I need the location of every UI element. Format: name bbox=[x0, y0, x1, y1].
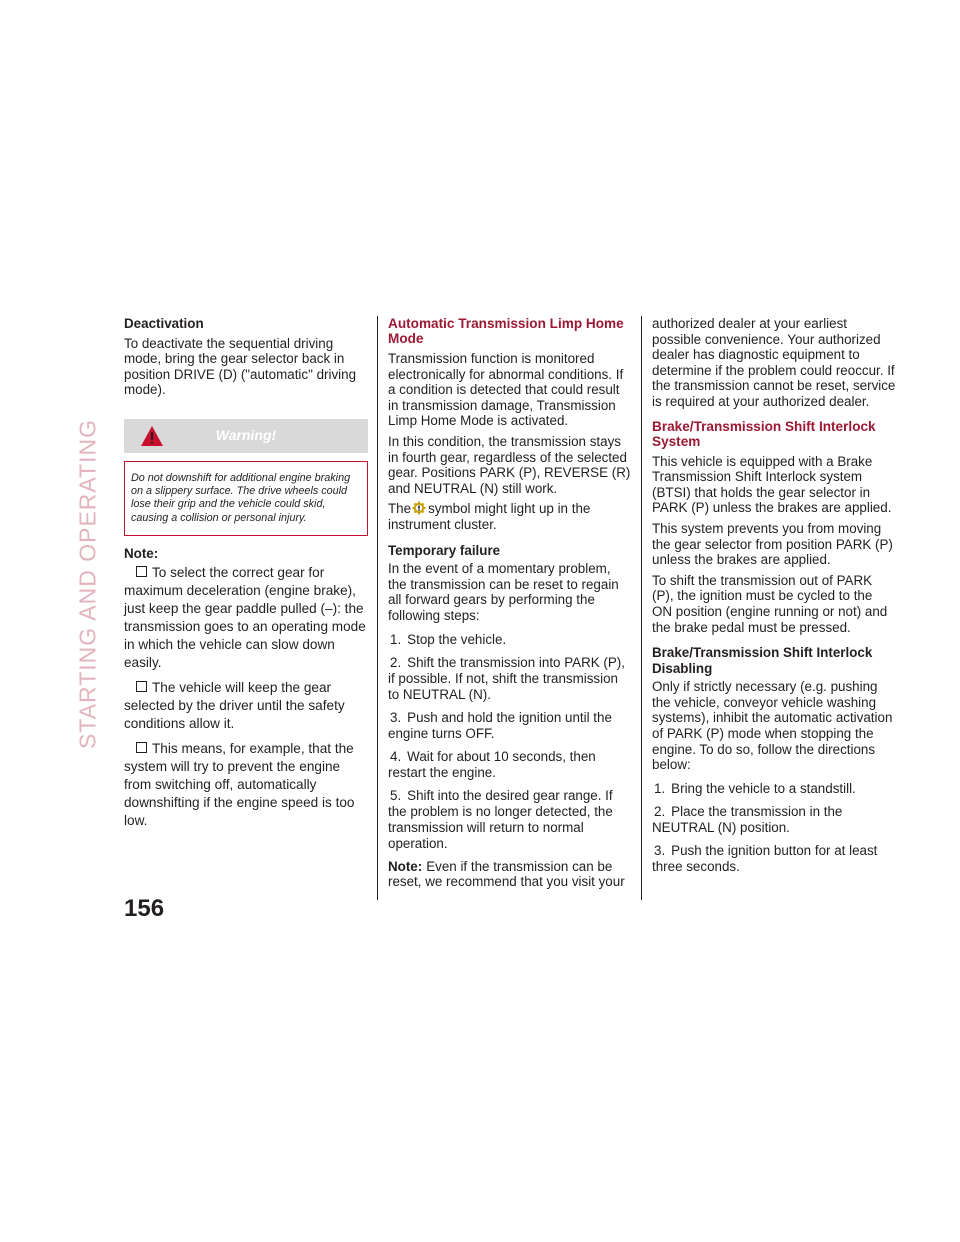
step-item: 1. Stop the vehicle. bbox=[390, 631, 507, 647]
warning-title: Warning! bbox=[215, 427, 277, 444]
limp-home-paragraph-1: Transmission function is monitored electronically for abnormal conditions. If a condition is detected that could result in transmission damage, Transmission Limp Home Mode is activated. bbox=[388, 351, 624, 429]
limp-home-heading: Automatic Transmission Limp Home Mode bbox=[388, 316, 624, 346]
note-bullet: This means, for example, that the system will try to prevent the engine from switching off, automatically downshifting if the engine speed is too low. bbox=[124, 741, 355, 829]
step-item: 2. Place the transmission in the NEUTRAL (N) position. bbox=[652, 803, 843, 835]
section-title: STARTING AND OPERATING bbox=[74, 419, 101, 749]
warning-box bbox=[124, 461, 368, 536]
continued-paragraph: authorized dealer at your earliest possible convenience. Your authorized dealer has diagnostic equipment to determine if the problem could reoccur. If the transmission cannot be reset, service is required at your authorized dealer. bbox=[652, 316, 896, 409]
deactivation-heading: Deactivation bbox=[124, 316, 204, 331]
checkbox-bullet-icon bbox=[136, 742, 147, 753]
section-side-tab bbox=[70, 314, 106, 854]
symbol-paragraph: The symbol might light up in the instrument cluster. bbox=[388, 501, 591, 532]
page-number: 156 bbox=[124, 895, 165, 922]
note-bullet: The vehicle will keep the gear selected by the driver until the safety conditions allow it. bbox=[124, 680, 345, 732]
checkbox-bullet-icon bbox=[136, 566, 147, 577]
warning-header bbox=[124, 419, 368, 453]
temporary-failure-heading: Temporary failure bbox=[388, 542, 501, 558]
checkbox-bullet-icon bbox=[136, 681, 147, 692]
column-divider bbox=[377, 316, 378, 900]
warning-text: Do not downshift for additional engine braking on a slippery surface. The drive wheels could lose their grip and the vehicle could skid, causing a collision or personal injury. bbox=[131, 471, 351, 524]
step-item: 3. Push and hold the ignition until the engine turns OFF. bbox=[388, 709, 612, 741]
deactivation-paragraph: To deactivate the sequential driving mode, bring the gear selector back in position DRIVE (D) ("automatic" driving mode). bbox=[124, 335, 357, 398]
btsi-paragraph-3: To shift the transmission out of PARK (P), the ignition must be cycled to the ON position (engine running or not) and the brake pedal must be pressed. bbox=[652, 572, 888, 635]
btsi-disabling-heading: Brake/Transmission Shift Interlock Disabling bbox=[652, 645, 873, 676]
limp-home-paragraph-2: In this condition, the transmission stays in fourth gear, regardless of the selected gear. Positions PARK (P), REVERSE (R) and NEUTRAL (N) still work. bbox=[388, 433, 631, 496]
btsi-paragraph-1: This vehicle is equipped with a Brake Transmission Shift Interlock system (BTSI) that holds the gear selector in PARK (P) unless the brakes are applied. bbox=[652, 453, 892, 516]
note-bullet: To select the correct gear for maximum deceleration (engine brake), just keep the gear paddle pulled (–): the transmission goes to an operating mode in which the vehicle can slow down easily. bbox=[124, 565, 366, 671]
btsi-heading: Brake/Transmission Shift Interlock System bbox=[652, 418, 876, 449]
note-paragraph: Note: Even if the transmission can be reset, we recommend that you visit your bbox=[388, 858, 625, 890]
btsi-disabling-paragraph: Only if strictly necessary (e.g. pushing the vehicle, conveyor vehicle washing systems), inhibit the automatic activation of PARK (P) mode when stopping the engine. To do so, follow the directions below: bbox=[652, 679, 893, 773]
step-item: 5. Shift into the desired gear range. If the problem is no longer detected, the transmission will return to normal operation. bbox=[388, 787, 613, 851]
warning-triangle-icon bbox=[140, 425, 164, 447]
btsi-paragraph-2: This system prevents you from moving the gear selector from position PARK (P) unless the brakes are applied. bbox=[652, 520, 893, 568]
column-divider bbox=[641, 316, 642, 900]
transmission-gear-warning-icon bbox=[412, 501, 426, 515]
column-1 bbox=[124, 316, 368, 837]
temporary-failure-paragraph: In the event of a momentary problem, the transmission can be reset to regain all forward gears by performing the following steps: bbox=[388, 561, 619, 623]
step-item: 3. Push the ignition button for at least three seconds. bbox=[652, 842, 878, 874]
step-item: 4. Wait for about 10 seconds, then restart the engine. bbox=[388, 748, 596, 780]
column-2 bbox=[388, 316, 632, 895]
column-3 bbox=[652, 316, 896, 882]
step-item: 2. Shift the transmission into PARK (P), if possible. If not, shift the transmission to NEUTRAL (N). bbox=[388, 654, 625, 702]
note-label: Note: bbox=[124, 545, 159, 561]
step-item: 1. Bring the vehicle to a standstill. bbox=[654, 780, 856, 796]
